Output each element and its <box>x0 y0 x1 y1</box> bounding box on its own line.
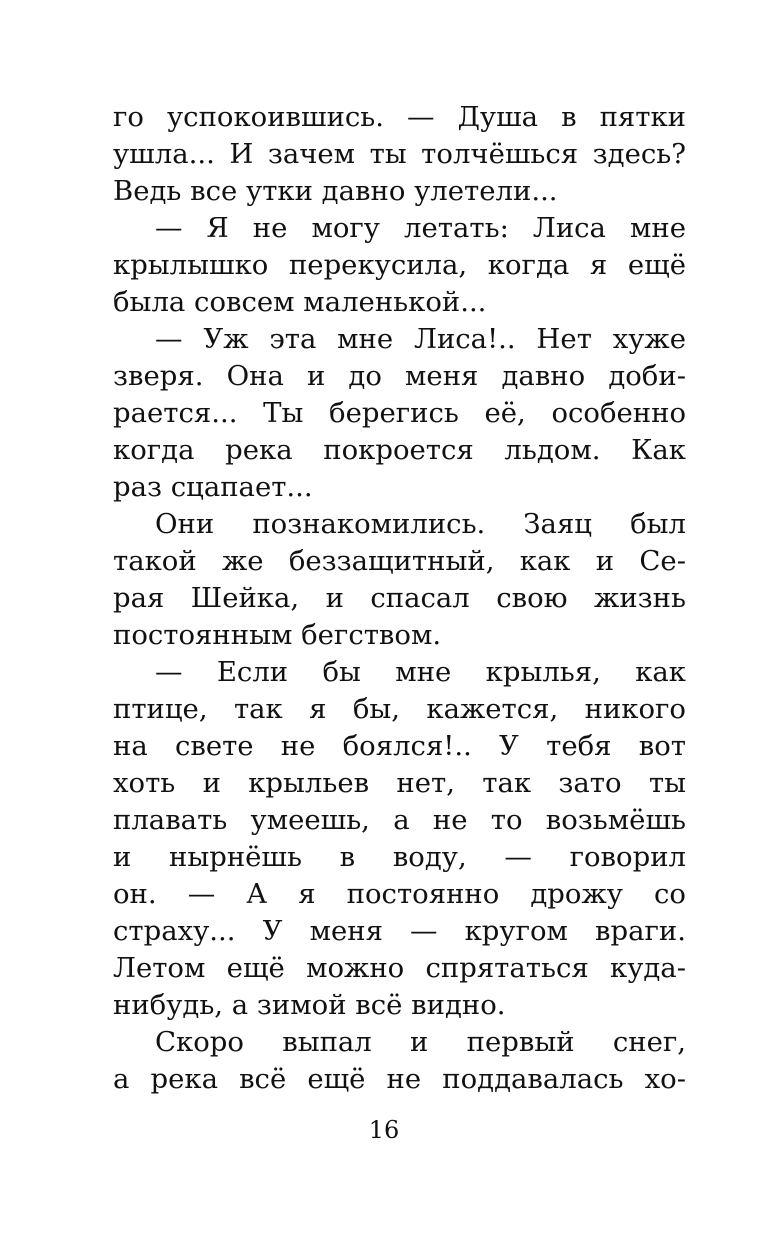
text-line: постоянным бегством. <box>113 619 442 651</box>
text-line: — Если бы мне крылья, как <box>155 656 686 688</box>
text-line: ушла... И зачем ты толчёшься здесь? <box>113 138 686 170</box>
text-line: птице, так я бы, кажется, никого <box>113 693 686 725</box>
text-line: Они познакомились. Заяц был <box>155 508 686 540</box>
text-line: Ведь все утки давно улетели... <box>113 175 558 207</box>
text-line: на свете не боялся!.. У тебя вот <box>113 730 686 762</box>
text-line: крылышко перекусила, когда я ещё <box>113 249 686 281</box>
text-line: — Уж эта мне Лиса!.. Нет хуже <box>155 323 686 355</box>
text-line: Летом ещё можно спрятаться куда- <box>113 952 686 984</box>
text-line: Скоро выпал и первый снег, <box>155 1026 686 1058</box>
text-line: страху... У меня — кругом враги. <box>113 915 686 947</box>
text-line: рается... Ты берегись её, особенно <box>113 397 686 429</box>
text-line: плавать умеешь, а не то возьмёшь <box>113 804 686 836</box>
body-text <box>113 99 686 1098</box>
text-line: когда река покроется льдом. Как <box>113 434 686 466</box>
text-line: а река всё ещё не поддавалась хо- <box>113 1063 686 1095</box>
text-line: такой же беззащитный, как и Се- <box>113 545 686 577</box>
text-line: была совсем маленькой... <box>113 286 487 318</box>
text-line: — Я не могу летать: Лиса мне <box>155 212 686 244</box>
text-line: он. — А я постоянно дрожу со <box>113 878 686 910</box>
text-line: и нырнёшь в воду, — говорил <box>113 841 686 873</box>
text-line: го успокоившись. — Душа в пятки <box>113 101 686 133</box>
text-line: рая Шейка, и спасал свою жизнь <box>113 582 686 614</box>
text-line: раз сцапает... <box>113 471 313 503</box>
text-line: зверя. Она и до меня давно доби- <box>113 360 686 392</box>
page-number: 16 <box>368 1116 400 1144</box>
text-line: нибудь, а зимой всё видно. <box>113 989 506 1021</box>
text-line: хоть и крыльев нет, так зато ты <box>113 767 686 799</box>
